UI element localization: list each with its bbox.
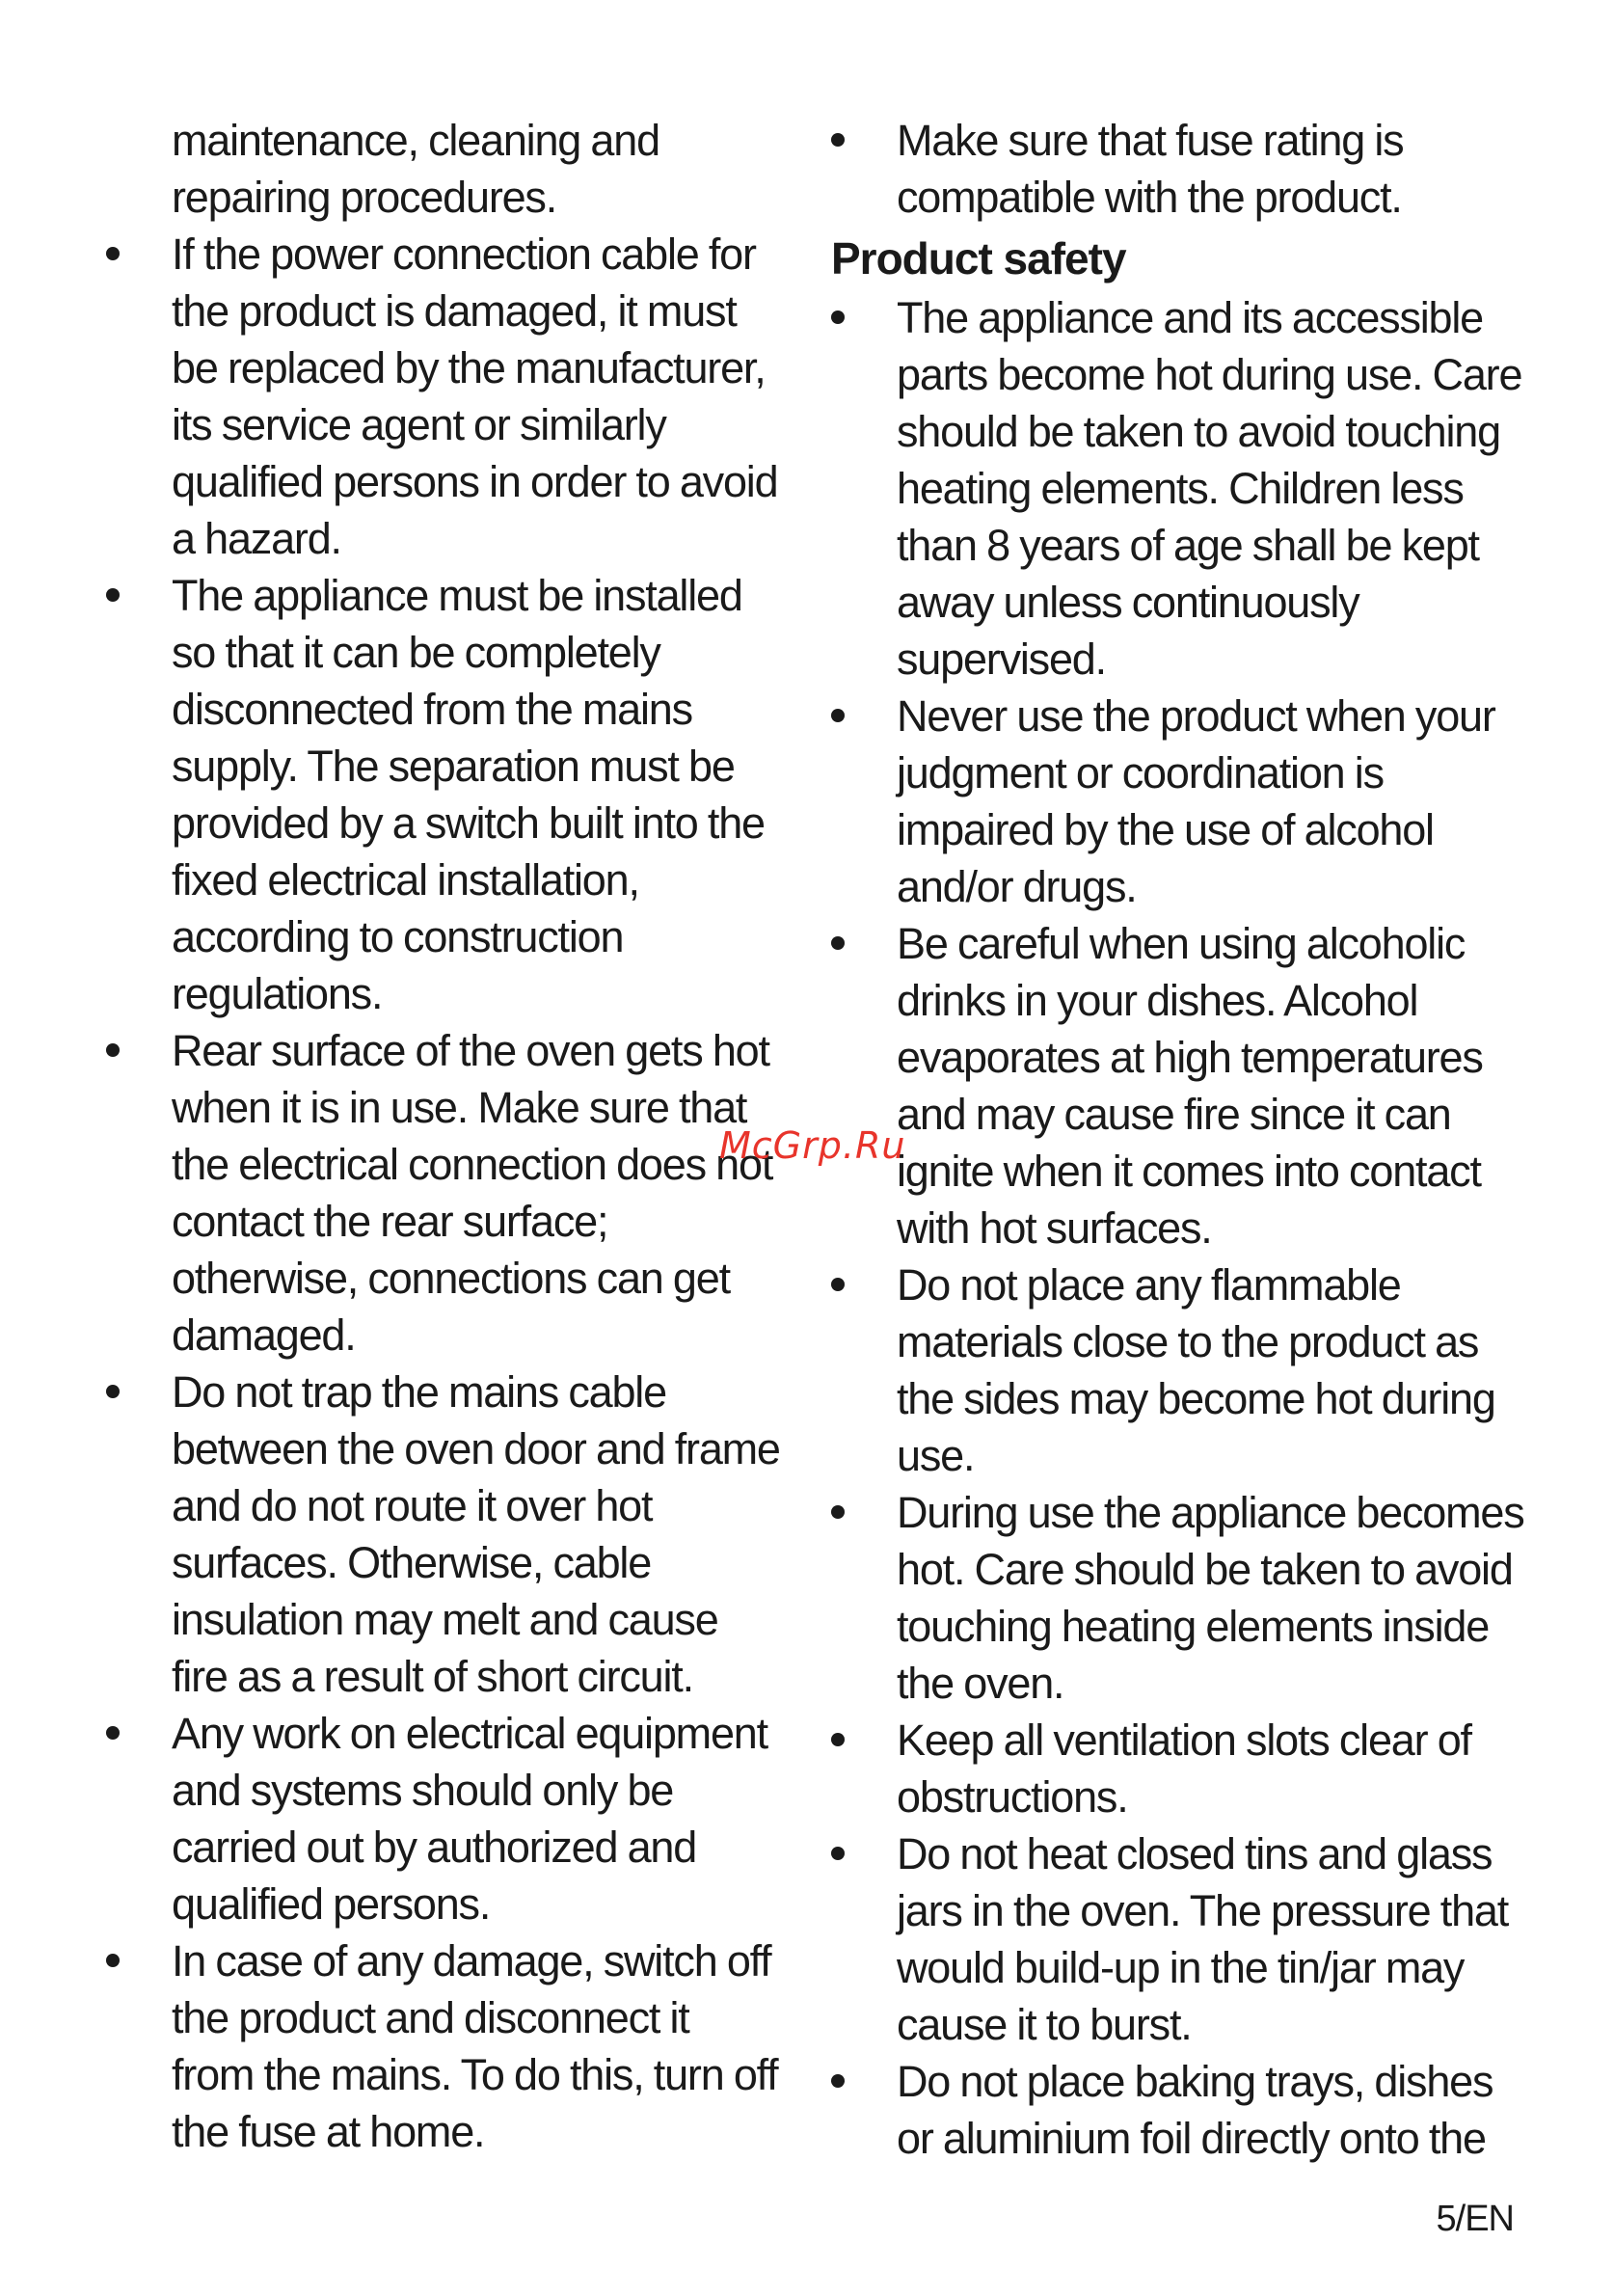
list-item (831, 1484, 1525, 1712)
right-bullet-list (831, 289, 1525, 2167)
list-item (106, 1705, 781, 1932)
list-item-text: Rear surface of the oven gets hot when it is in use. Make sure that the electrical connection does not contact the rear surface; otherwise, connections can get damaged. (172, 1026, 773, 1360)
bullet-icon (831, 311, 845, 324)
list-item-text: Do not place any flammable materials close to the product as the sides may become hot during use. (897, 1260, 1495, 1480)
list-item (106, 1932, 781, 2160)
bullet-icon (831, 1847, 845, 1860)
bullet-icon (831, 2074, 845, 2088)
right-lead-bullet-list (831, 112, 1525, 226)
list-item (106, 1022, 781, 1364)
left-column (106, 112, 781, 2160)
list-item-text: The appliance and its accessible parts become hot during use. Care should be taken to avoid touching heating elements. Children less than 8 years of age shall be kept away unless continuously supervised. (897, 293, 1522, 684)
list-item (831, 915, 1525, 1256)
watermark: McGrp.Ru (719, 1124, 906, 1167)
bullet-icon (831, 133, 845, 147)
bullet-icon (106, 1954, 120, 1967)
list-item (831, 688, 1525, 915)
list-item-text: Do not trap the mains cable between the oven door and frame and do not route it over hot surfaces. Otherwise, cable insulation may melt and cause fire as a result of short circuit. (172, 1367, 780, 1701)
section-heading: Product safety (831, 233, 1126, 284)
list-item-text: In case of any damage, switch off the product and disconnect it from the mains. To do this, turn off the fuse at home. (172, 1936, 778, 2156)
bullet-icon (831, 709, 845, 722)
list-item (106, 567, 781, 1022)
list-item-text: The appliance must be installed so that it can be completely disconnected from the mains supply. The separation must be provided by a switch built into the fixed electrical installation, according to construction regulations. (172, 571, 765, 1018)
list-item (831, 289, 1525, 688)
continuation-text: maintenance, cleaning and repairing procedures. (172, 116, 659, 222)
bullet-icon (106, 588, 120, 602)
left-bullet-list (106, 226, 781, 2160)
list-item (831, 1712, 1525, 1825)
list-item (106, 1364, 781, 1705)
bullet-icon (106, 247, 120, 260)
list-item-text: Any work on electrical equipment and systems should only be carried out by authorized and qualified persons. (172, 1709, 767, 1929)
list-item (831, 112, 1525, 226)
bullet-icon (831, 1278, 845, 1291)
page-number: 5/EN (1436, 2199, 1514, 2239)
list-item-text: Never use the product when your judgment or coordination is impaired by the use of alcohol and/or drugs. (897, 691, 1495, 911)
list-item-text: Do not place baking trays, dishes or aluminium foil directly onto the (897, 2057, 1493, 2163)
bullet-icon (831, 936, 845, 950)
list-item-text: Be careful when using alcoholic drinks in your dishes. Alcohol evaporates at high temperatures and may cause fire since it can ignite when it comes into contact with hot surfaces. (897, 919, 1483, 1253)
bullet-icon (106, 1385, 120, 1398)
list-item (831, 2053, 1525, 2167)
list-item-text: Make sure that fuse rating is compatible with the product. (897, 116, 1404, 222)
list-item-text: During use the appliance becomes hot. Care should be taken to avoid touching heating elements inside the oven. (897, 1488, 1524, 1708)
list-item (106, 226, 781, 567)
list-item-text: Keep all ventilation slots clear of obstructions. (897, 1715, 1471, 1822)
bullet-icon (831, 1733, 845, 1746)
list-item (831, 1825, 1525, 2053)
list-item-text: If the power connection cable for the product is damaged, it must be replaced by the manufacturer, its service agent or similarly qualified persons in order to avoid a hazard. (172, 230, 778, 563)
bullet-icon (106, 1726, 120, 1740)
bullet-icon (831, 1505, 845, 1519)
bullet-icon (106, 1043, 120, 1057)
right-column (831, 112, 1525, 2167)
list-item (831, 1256, 1525, 1484)
list-item-text: Do not heat closed tins and glass jars in the oven. The pressure that would build-up in the tin/jar may cause it to burst. (897, 1829, 1509, 2049)
